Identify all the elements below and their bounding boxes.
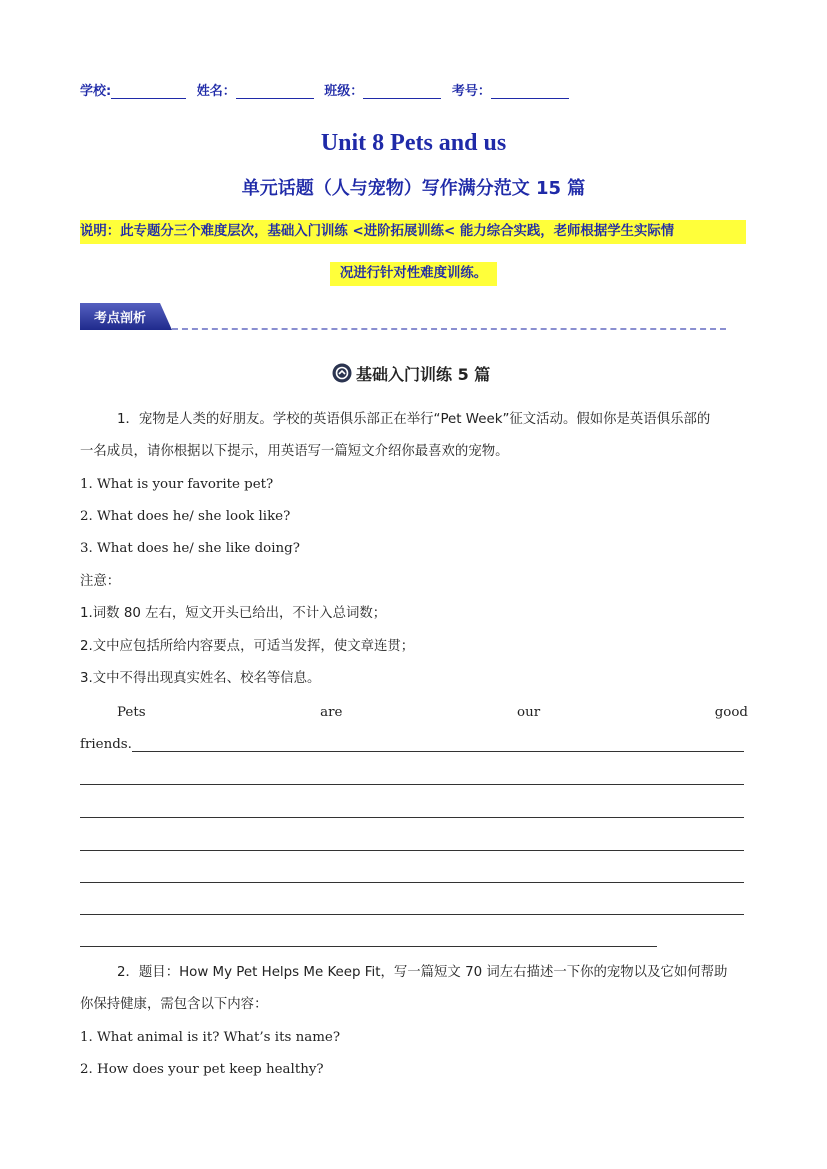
opening-word: good <box>714 705 748 720</box>
q1-hint-2: 2. What does he/ she look like? <box>80 509 291 524</box>
exam-number-blank[interactable] <box>491 84 569 99</box>
level-heading <box>332 361 490 385</box>
page-subtitle: 单元话题（人与宠物）写作满分范文 15 篇 <box>241 178 586 199</box>
q1-hint-1: 1. What is your favorite pet? <box>80 477 274 492</box>
school-blank[interactable] <box>111 84 186 99</box>
name-label: 姓名： <box>196 84 236 99</box>
opening-word: are <box>320 705 343 720</box>
page-title: Unit 8 Pets and us <box>320 130 507 156</box>
exam-number-label: 考号： <box>451 84 491 99</box>
q1-hint-3: 3. What does he/ she like doing? <box>80 541 300 556</box>
name-blank[interactable] <box>236 84 314 99</box>
q1-notice-2: 2.文中应包括所给内容要点，可适当发挥，使文章连贯； <box>80 639 415 654</box>
bullet-circle-icon <box>332 363 352 383</box>
instruction-note-line1: 说明：此专题分三个难度层次，基础入门训练 <进阶拓展训练< 能力综合实践，老师根据学生实际情 <box>80 220 746 244</box>
writing-line[interactable] <box>80 784 744 785</box>
school-label: 学校: <box>80 84 112 99</box>
student-info-row <box>80 80 575 99</box>
opening-word: our <box>517 705 541 720</box>
writing-line[interactable] <box>80 882 744 883</box>
writing-line[interactable] <box>80 946 657 947</box>
q1-prompt-line1: 1．宠物是人类的好朋友。学校的英语俱乐部正在举行“Pet Week”征文活动。假如你是英语俱乐部的 <box>117 412 711 427</box>
section-tab-label: 考点剖析 <box>94 311 147 326</box>
q2-hint-1: 1. What animal is it? What’s its name? <box>80 1030 340 1045</box>
q1-opening-end: friends. <box>80 737 132 752</box>
section-divider <box>172 328 726 330</box>
q1-notice-label: 注意： <box>80 574 121 589</box>
class-blank[interactable] <box>363 84 441 99</box>
q1-notice-3: 3.文中不得出现真实姓名、校名等信息。 <box>80 671 321 686</box>
q1-opening-line <box>117 702 748 724</box>
writing-line[interactable] <box>80 850 744 851</box>
instruction-note-line2: 况进行针对性难度训练。 <box>330 262 497 286</box>
q2-prompt-line1: 2．题目：How My Pet Helps Me Keep Fit，写一篇短文 70 词左右描述一下你的宠物以及它如何帮助 <box>117 965 728 980</box>
class-label: 班级： <box>324 84 364 99</box>
q2-prompt-line2: 你保持健康，需包含以下内容： <box>80 997 268 1012</box>
level-heading-text: 基础入门训练 5 篇 <box>356 364 491 384</box>
q1-notice-1: 1.词数 80 左右，短文开头已给出，不计入总词数； <box>80 606 387 621</box>
writing-line[interactable] <box>132 751 744 752</box>
opening-word: Pets <box>117 705 146 720</box>
writing-line[interactable] <box>80 914 744 915</box>
writing-line[interactable] <box>80 817 744 818</box>
q1-prompt-line2: 一名成员，请你根据以下提示，用英语写一篇短文介绍你最喜欢的宠物。 <box>80 444 509 459</box>
q2-hint-2: 2. How does your pet keep healthy? <box>80 1062 324 1077</box>
